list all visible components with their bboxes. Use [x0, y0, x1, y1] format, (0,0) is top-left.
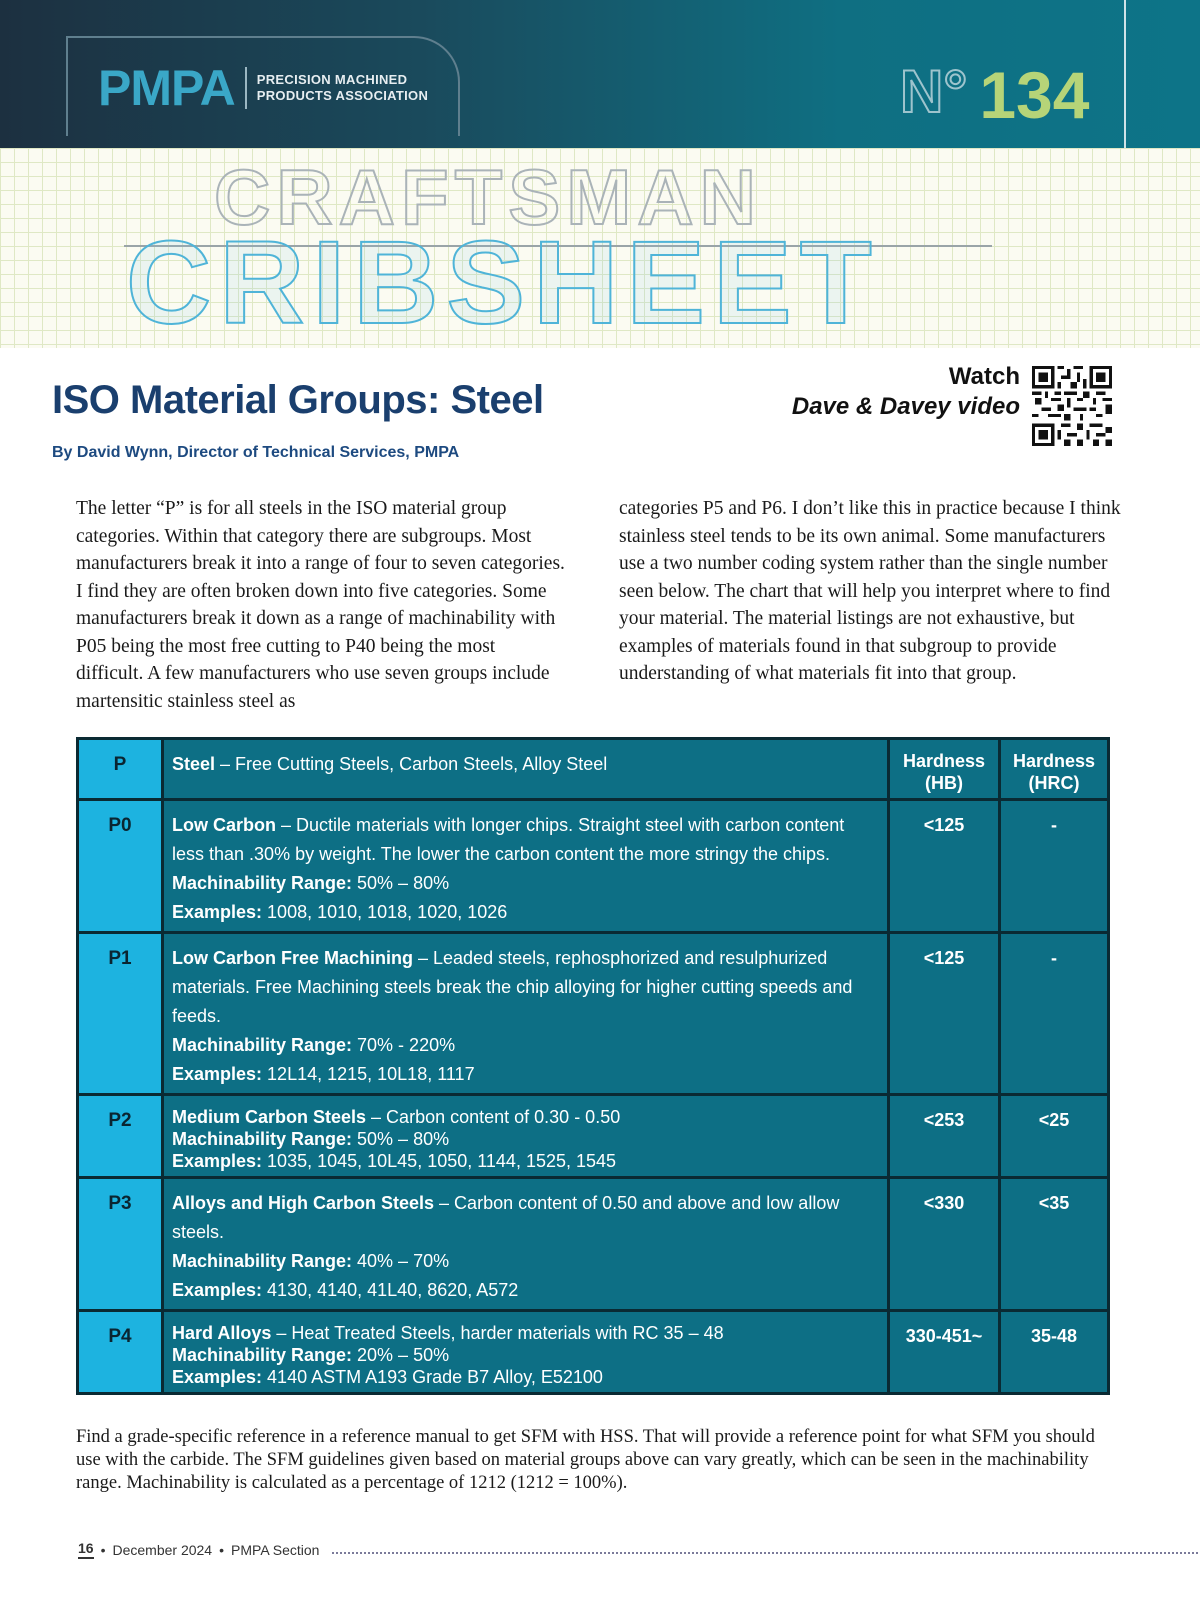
- footer-separator: •: [100, 1541, 106, 1558]
- logo-text: [257, 72, 428, 104]
- article-byline: By David Wynn, Director of Technical Services, PMPA: [52, 444, 460, 461]
- footnote-paragraph: Find a grade-specific reference in a reference manual to get SFM with HSS. That will provide a reference point for what SFM you should use with the carbide. The SFM guidelines given based on material groups above can vary greatly, which can be seen in the machinability range. Machinability is calculated as a percentage of 1212 (1212 = 100%).: [76, 1427, 1095, 1493]
- qr-code-icon[interactable]: [1032, 366, 1112, 446]
- hb-cell: <125: [889, 933, 1000, 1095]
- banner-cribsheet: CRIBSHEET: [126, 217, 880, 349]
- table-row: [78, 1095, 1109, 1178]
- group-cell: P2: [78, 1095, 163, 1178]
- logo-mark: PMPA: [98, 60, 235, 116]
- table-row: [78, 933, 1109, 1095]
- footer-date: December 2024: [112, 1541, 213, 1558]
- group-cell: P3: [78, 1178, 163, 1311]
- article-title: ISO Material Groups: Steel: [52, 378, 544, 422]
- hb-cell: <253: [889, 1095, 1000, 1178]
- header-hrc-cell: Hardness (HRC): [1000, 739, 1109, 800]
- issue-number: [900, 58, 1090, 132]
- logo-frame: [66, 36, 460, 136]
- logo-divider: [245, 67, 247, 109]
- footer-section: PMPA Section: [231, 1541, 320, 1558]
- header-divider: [1124, 0, 1126, 148]
- hb-cell: 330-451~: [889, 1311, 1000, 1394]
- desc-cell: Low Carbon Free Machining – Leaded steels, rephosphorized and resulphurized materials. Free Machining steels break the chip alloying for higher cutting speeds and feeds. Machinability Range: 70% - 220% Examples: 12L14, 1215, 10L18, 1117: [163, 933, 889, 1095]
- hrc-cell: 35-48: [1000, 1311, 1109, 1394]
- body-column-right: categories P5 and P6. I don’t like this in practice because I think stainless steel tends to be its own animal. Some manufacturers use a two number coding system rather than the single number seen below. The chart that will help you interpret where to find your material. The material listings are not exhaustive, but examples of materials found in that subgroup to provide understanding of what materials fit into that group.: [619, 498, 1121, 684]
- desc-cell: Medium Carbon Steels – Carbon content of 0.30 - 0.50 Machinability Range: 50% – 80% Examples: 1035, 1045, 10L45, 1050, 1144, 1525, 1545: [163, 1095, 889, 1178]
- hrc-cell: <25: [1000, 1095, 1109, 1178]
- header-title-cell: Steel – Free Cutting Steels, Carbon Steels, Alloy Steel: [163, 739, 889, 800]
- group-cell: P0: [78, 800, 163, 933]
- header-hb-cell: Hardness (HB): [889, 739, 1000, 800]
- cribsheet-banner: [0, 148, 1200, 348]
- hrc-cell: -: [1000, 933, 1109, 1095]
- page-header: [0, 0, 1200, 148]
- table-header-row: [78, 739, 1109, 800]
- watch-line2: Dave & Davey video: [791, 393, 1020, 420]
- footer-dotted-rule: [332, 1552, 1198, 1554]
- group-cell: P4: [78, 1311, 163, 1394]
- body-column-left: The letter “P” is for all steels in the ISO material group categories. Within that category there are subgroups. Most manufacturers break it into a range of four to seven categories. I find they are often broken down into five categories. Some manufacturers break it down as a range of machinability with P05 being the most free cutting to P40 being the most difficult. A few manufacturers who use seven groups include martensitic stainless steel as: [76, 498, 565, 712]
- banner-craftsman: CRAFTSMAN: [214, 153, 762, 241]
- page-footer: [78, 1540, 319, 1559]
- hrc-cell: <35: [1000, 1178, 1109, 1311]
- hb-cell: <125: [889, 800, 1000, 933]
- table-row: [78, 1178, 1109, 1311]
- hb-cell: <330: [889, 1178, 1000, 1311]
- desc-cell: Alloys and High Carbon Steels – Carbon content of 0.50 and above and low allow steels. Machinability Range: 40% – 70% Examples: 4130, 4140, 41L40, 8620, A572: [163, 1178, 889, 1311]
- footer-separator: •: [219, 1541, 225, 1558]
- watch-line1: Watch: [948, 363, 1020, 390]
- logo-text-line1: PRECISION MACHINED: [256, 72, 408, 87]
- hrc-cell: -: [1000, 800, 1109, 933]
- desc-cell: Hard Alloys – Heat Treated Steels, harder materials with RC 35 – 48 Machinability Range: 20% – 50% Examples: 4140 ASTM A193 Grade B7 Alloy, E52100: [163, 1311, 889, 1394]
- table-row: [78, 1311, 1109, 1394]
- logo-text-line2: PRODUCTS ASSOCIATION: [256, 88, 429, 103]
- page-number: 16: [78, 1540, 94, 1559]
- issue-value: 134: [979, 58, 1090, 132]
- video-callout[interactable]: [792, 362, 1020, 422]
- table-row: [78, 800, 1109, 933]
- pmpa-logo: [98, 56, 428, 120]
- header-group-cell: P: [78, 739, 163, 800]
- group-cell: P1: [78, 933, 163, 1095]
- issue-prefix: N°: [900, 58, 968, 125]
- desc-cell: Low Carbon – Ductile materials with longer chips. Straight steel with carbon content less than .30% by weight. The lower the carbon content the more stringy the chips. Machinability Range: 50% – 80% Examples: 1008, 1010, 1018, 1020, 1026: [163, 800, 889, 933]
- iso-steel-table: [76, 737, 1110, 1395]
